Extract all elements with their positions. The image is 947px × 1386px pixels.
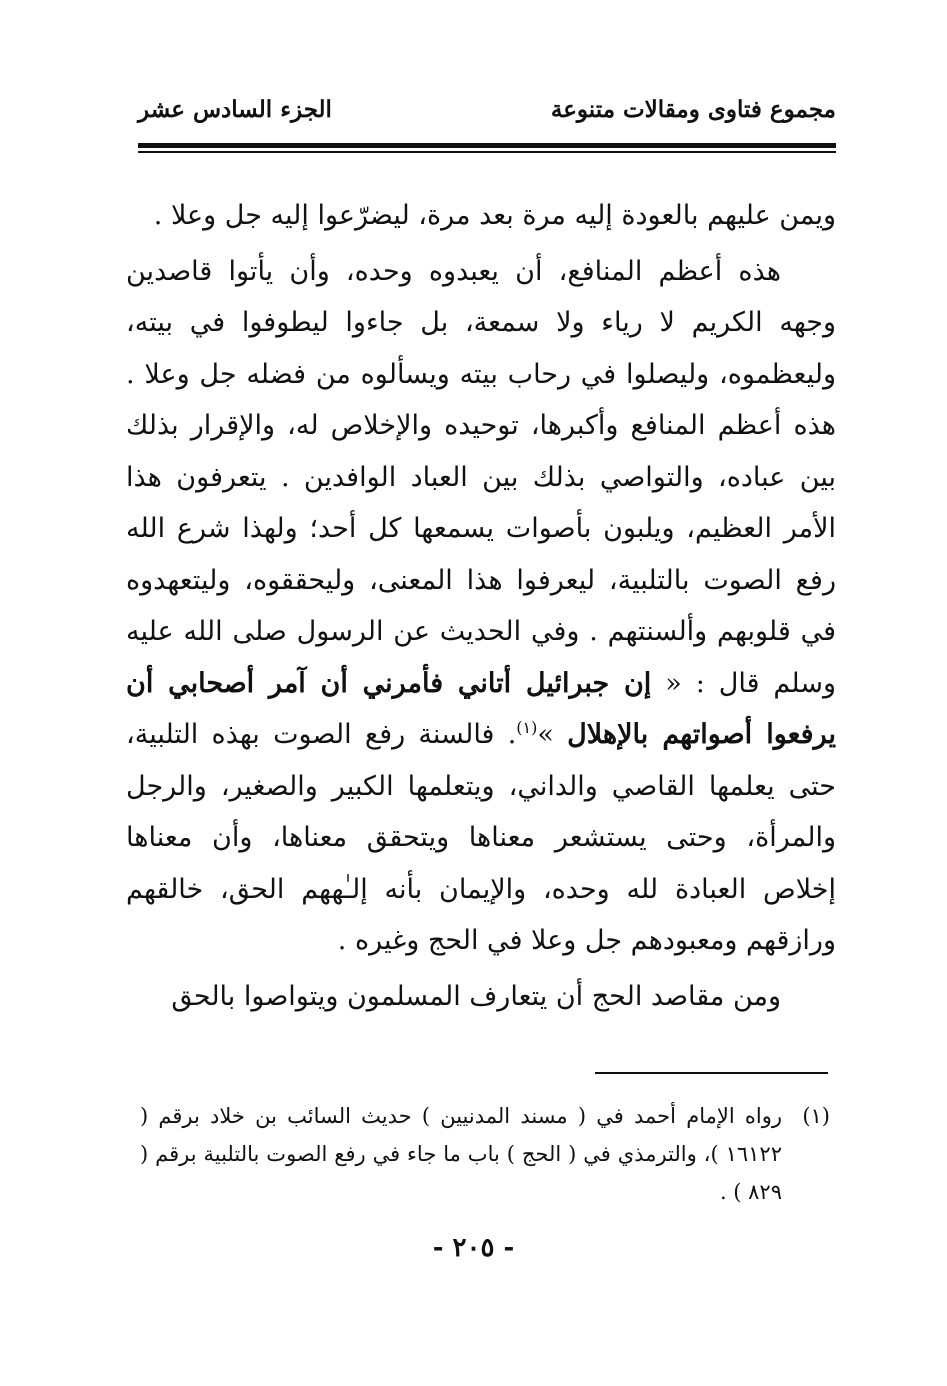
- header-rule-thin: [138, 151, 836, 153]
- footnote-reference: (١): [516, 718, 538, 737]
- footnote-number: (١): [802, 1104, 830, 1128]
- running-header: [138, 96, 836, 136]
- header-rule-thick: [138, 143, 836, 148]
- paragraph-3: ومن مقاصد الحج أن يتعارف المسلمون ويتواصوا بالحق: [171, 980, 781, 1012]
- volume-label: الجزء السادس عشر: [138, 96, 332, 123]
- footnote-separator: [595, 1072, 828, 1074]
- footnotes: [140, 1097, 830, 1211]
- hadith-quote: إن جبرائيل أتاني فأمرني أن آمر أصحابي أن يرفعوا أصواتهم بالإهلال: [126, 667, 836, 750]
- book-title: مجموع فتاوى ومقالات متنوعة: [550, 96, 836, 123]
- paragraph-2: [126, 246, 836, 967]
- hadith-open-quote: «: [651, 667, 682, 699]
- paragraph-1: ويمن عليهم بالعودة إليه مرة بعد مرة، ليضرّعوا إليه جل وعلا .: [153, 200, 836, 231]
- footnote-text: رواه الإمام أحمد في ( مسند المدنيين ) حديث السائب بن خلاد برقم ( ١٦١٢٢ )، والترمذي في ( الحج ) باب ما جاء في رفع الصوت بالتلبية برقم ( ٨٢٩ ) .: [140, 1104, 782, 1204]
- page-number: - ٢٠٥ -: [432, 1233, 515, 1263]
- hadith-close-quote: »: [537, 719, 568, 750]
- paragraph-2-text: هذه أعظم المنافع، أن يعبدوه وحده، وأن يأتوا قاصدين وجهه الكريم لا رياء ولا سمعة، بل جاءوا ليطوفوا في بيته، وليعظموه، وليصلوا في رحاب بيته ويسألوه من فضله جل وعلا . هذه أعظم المنافع وأكبرها، توحيده والإخلاص له، والإقرار بذلك بين عباده، والتواصي بذلك بين العباد الوافدين . يتعرفون هذا الأمر العظيم، ويلبون بأصوات يسمعها كل أحد؛ ولهذا شرع الله رفع الصوت بالتلبية، ليعرفوا هذا المعنى، وليحققوه، وليتعهدوه في قلوبهم وألسنتهم . وفي الحديث عن الرسول صلى الله عليه وسلم قال :: [126, 255, 836, 699]
- paragraph-2-continued: . فالسنة رفع الصوت بهذه التلبية، حتى يعلمها القاصي والداني، ويتعلمها الكبير والصغير، والرجل والمرأة، وحتى يستشعر معناها ويتحقق معناها، وأن معناها إخلاص العبادة لله وحده، والإيمان بأنه إلـٰههم الحق، خالقهم ورازقهم ومعبودهم جل وعلا في الحج وغيره .: [126, 719, 836, 956]
- footnote-item: [140, 1097, 830, 1211]
- main-text: [126, 190, 836, 1022]
